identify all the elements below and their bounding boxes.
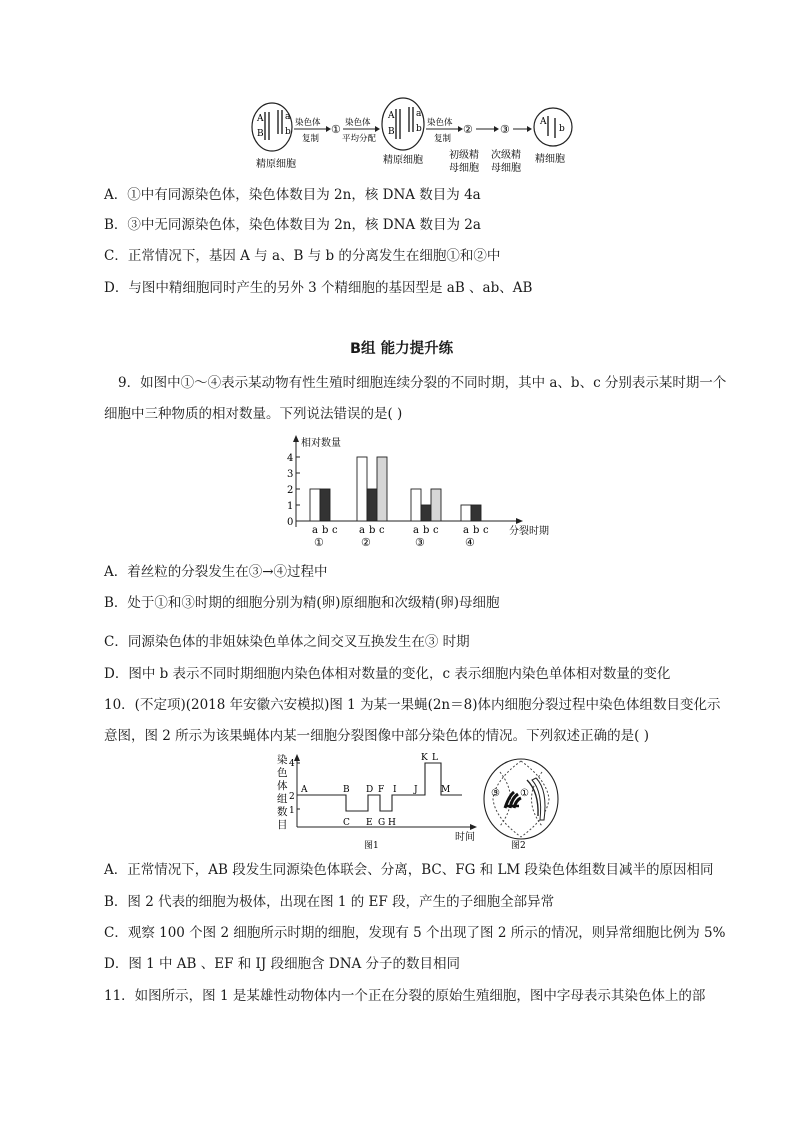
cell2-gene-a: a xyxy=(416,109,422,119)
fig1-ylabel-char: 数 xyxy=(277,806,288,818)
bar-a-3 xyxy=(411,489,421,521)
bar-label-b: b xyxy=(423,525,430,536)
step2-caption-2: 母细胞 xyxy=(449,163,479,174)
cell2-gene-A: A xyxy=(388,111,395,121)
cell3-outline xyxy=(534,108,572,146)
section-title: B组 能力提升练 xyxy=(350,341,454,357)
fig1-ytick-1: 1 xyxy=(289,806,295,816)
cell2-caption: 精原细胞 xyxy=(383,155,423,166)
fig1-point-A: A xyxy=(301,785,308,795)
q10-stem-line-2: 意图，图 2 所示为该果蝇体内某一细胞分裂图像中部分染色体的情况。下列叙述正确的是( ) xyxy=(104,728,649,744)
bar-label-a: a xyxy=(413,525,419,536)
fig1-xlabel: 时间 xyxy=(455,832,475,843)
q8-option-d: D．与图中精细胞同时产生的另外 3 个精细胞的基因型是 aB 、ab、AB xyxy=(104,280,533,296)
q10-stem-line-1: 10．(不定项)(2018 年安徽六安模拟)图 1 为某一果蝇(2n＝8)体内细胞分裂过程中染色体组数目变化示 xyxy=(104,697,721,713)
bar-label-c: c xyxy=(433,525,439,536)
q10-option-a: A．正常情况下，AB 段发生同源染色体联会、分离，BC、FG 和 LM 段染色体组数目减半的原因相同 xyxy=(104,862,714,878)
figure1-ylabel xyxy=(277,753,288,831)
fig1-point-K: K xyxy=(421,753,428,763)
bar-label-b: b xyxy=(369,525,376,536)
bar-c-2 xyxy=(377,457,387,521)
cell1-caption: 精原细胞 xyxy=(256,159,296,170)
q10-option-c: C．观察 100 个图 2 细胞所示时期的细胞，发现有 5 个出现了图 2 所示的情况，则异常细胞比例为 5% xyxy=(104,925,726,941)
q10-option-d: D．图 1 中 AB 、EF 和 IJ 段细胞含 DNA 分子的数目相同 xyxy=(104,956,461,972)
bar-a-1 xyxy=(310,489,320,521)
q10-figures xyxy=(0,750,794,855)
cell1-gene-b: b xyxy=(285,127,291,137)
arrow3-bottom-label: 复制 xyxy=(434,134,452,144)
fig1-ylabel-char: 色 xyxy=(277,767,288,779)
q10-option-b: B．图 2 代表的细胞为极体，出现在图 1 的 EF 段，产生的子细胞全部异常 xyxy=(104,894,555,910)
cell1-gene-B: B xyxy=(257,129,264,139)
category-label-4: ④ xyxy=(465,536,475,549)
bar-label-a: a xyxy=(359,525,365,536)
step3-caption-2: 母细胞 xyxy=(491,163,521,174)
q8-option-b: B．③中无同源染色体，染色体数目为 2n，核 DNA 数目为 2a xyxy=(104,217,481,233)
fig1-point-J: J xyxy=(414,785,418,795)
fig1-caption: 图1 xyxy=(364,841,379,851)
category-label-2: ② xyxy=(361,536,371,549)
step3-marker: ③ xyxy=(500,123,510,136)
bar-label-c: c xyxy=(332,525,338,536)
chart-ytick-label: 1 xyxy=(287,501,294,512)
bar-b-4 xyxy=(471,505,481,521)
cell3-gene-b: b xyxy=(559,124,565,134)
fig2-chromosome-cluster xyxy=(505,792,521,808)
bar-b-2 xyxy=(367,489,377,521)
q9-bar-chart xyxy=(0,432,794,552)
bar-b-1 xyxy=(320,489,330,521)
step2-marker: ② xyxy=(463,123,473,136)
chart-ytick-label: 4 xyxy=(287,453,294,464)
q9-stem-line-1: 9．如图中①～④表示某动物有性生殖时细胞连续分裂的不同时期，其中 a、b、c 分别表示某时期一个 xyxy=(118,375,727,391)
step1-marker: ① xyxy=(331,123,341,136)
fig2-label-right: ① xyxy=(520,788,529,799)
arrow3-top-label: 染色体 xyxy=(427,118,453,128)
cell2-gene-b: b xyxy=(416,124,422,134)
chart-ylabel: 相对数量 xyxy=(301,438,341,449)
cell2-gene-B: B xyxy=(388,127,395,137)
fig1-point-L: L xyxy=(432,753,438,763)
step3-caption-1: 次级精 xyxy=(491,150,521,161)
q11-stem-line-1: 11．如图所示，图 1 是某雄性动物体内一个正在分裂的原始生殖细胞，图中字母表示其染色体上的部 xyxy=(104,988,706,1004)
q9-option-c: C．同源染色体的非姐妹染色单体之间交叉互换发生在③ 时期 xyxy=(104,634,470,650)
q8-option-c: C．正常情况下，基因 A 与 a、B 与 b 的分离发生在细胞①和②中 xyxy=(104,248,501,264)
fig1-ylabel-char: 组 xyxy=(277,793,288,805)
chart-ytick-label: 3 xyxy=(287,469,294,480)
fig2-caption: 图2 xyxy=(511,841,526,851)
bar-label-a: a xyxy=(312,525,318,536)
arrow2-bottom-label: 平均分配 xyxy=(342,134,377,144)
arrow2-top-label: 染色体 xyxy=(345,118,371,128)
category-label-3: ③ xyxy=(415,536,425,549)
q9-stem-line-2: 细胞中三种物质的相对数量。下列说法错误的是( ) xyxy=(104,406,403,422)
meiosis-flow-figure xyxy=(0,0,794,180)
bar-b-3 xyxy=(421,505,431,521)
q9-option-b: B．处于①和③时期的细胞分别为精(卵)原细胞和次级精(卵)母细胞 xyxy=(104,595,500,611)
chart-xlabel: 分裂时期 xyxy=(509,526,549,537)
arrow1-top-label: 染色体 xyxy=(295,118,321,128)
bar-label-a: a xyxy=(463,525,469,536)
bar-label-c: c xyxy=(483,525,489,536)
bar-a-2 xyxy=(357,457,367,521)
fig1-point-F: F xyxy=(378,785,385,795)
fig1-point-C: C xyxy=(343,818,350,828)
chart-ytick-label: 0 xyxy=(287,517,294,528)
fig1-point-E: E xyxy=(366,818,373,828)
fig1-ylabel-char: 染 xyxy=(277,754,288,766)
cell3-caption: 精细胞 xyxy=(535,154,565,165)
fig1-point-B: B xyxy=(343,785,350,795)
cell3-gene-A: A xyxy=(540,117,547,127)
bar-a-4 xyxy=(461,505,471,521)
fig1-ytick-2: 2 xyxy=(289,792,295,802)
q8-option-a: A．①中有同源染色体，染色体数目为 2n，核 DNA 数目为 4a xyxy=(104,187,481,203)
fig2-label-left: ③ xyxy=(491,788,500,799)
cell1-gene-A: A xyxy=(257,114,264,124)
bar-c-3 xyxy=(431,489,441,521)
fig1-point-I: I xyxy=(393,785,397,795)
step2-caption-1: 初级精 xyxy=(449,150,479,161)
bar-label-b: b xyxy=(322,525,329,536)
fig1-point-H: H xyxy=(388,818,396,828)
bar-label-b: b xyxy=(473,525,480,536)
chart-ytick-label: 2 xyxy=(287,485,294,496)
cell1-gene-a: a xyxy=(285,112,291,122)
fig1-point-M: M xyxy=(441,785,451,795)
bar-label-c: c xyxy=(379,525,385,536)
category-label-1: ① xyxy=(314,536,324,549)
q9-option-d: D．图中 b 表示不同时期细胞内染色体相对数量的变化，c 表示细胞内染色单体相对数量的变化 xyxy=(104,666,671,682)
fig1-point-D: D xyxy=(366,785,374,795)
q9-option-a: A．着丝粒的分裂发生在③→④过程中 xyxy=(104,564,328,580)
fig1-point-G: G xyxy=(378,818,386,828)
fig1-ylabel-char: 目 xyxy=(277,819,288,831)
arrow1-bottom-label: 复制 xyxy=(302,134,320,144)
fig1-ylabel-char: 体 xyxy=(277,780,288,792)
fig1-ytick-4: 4 xyxy=(289,759,295,769)
